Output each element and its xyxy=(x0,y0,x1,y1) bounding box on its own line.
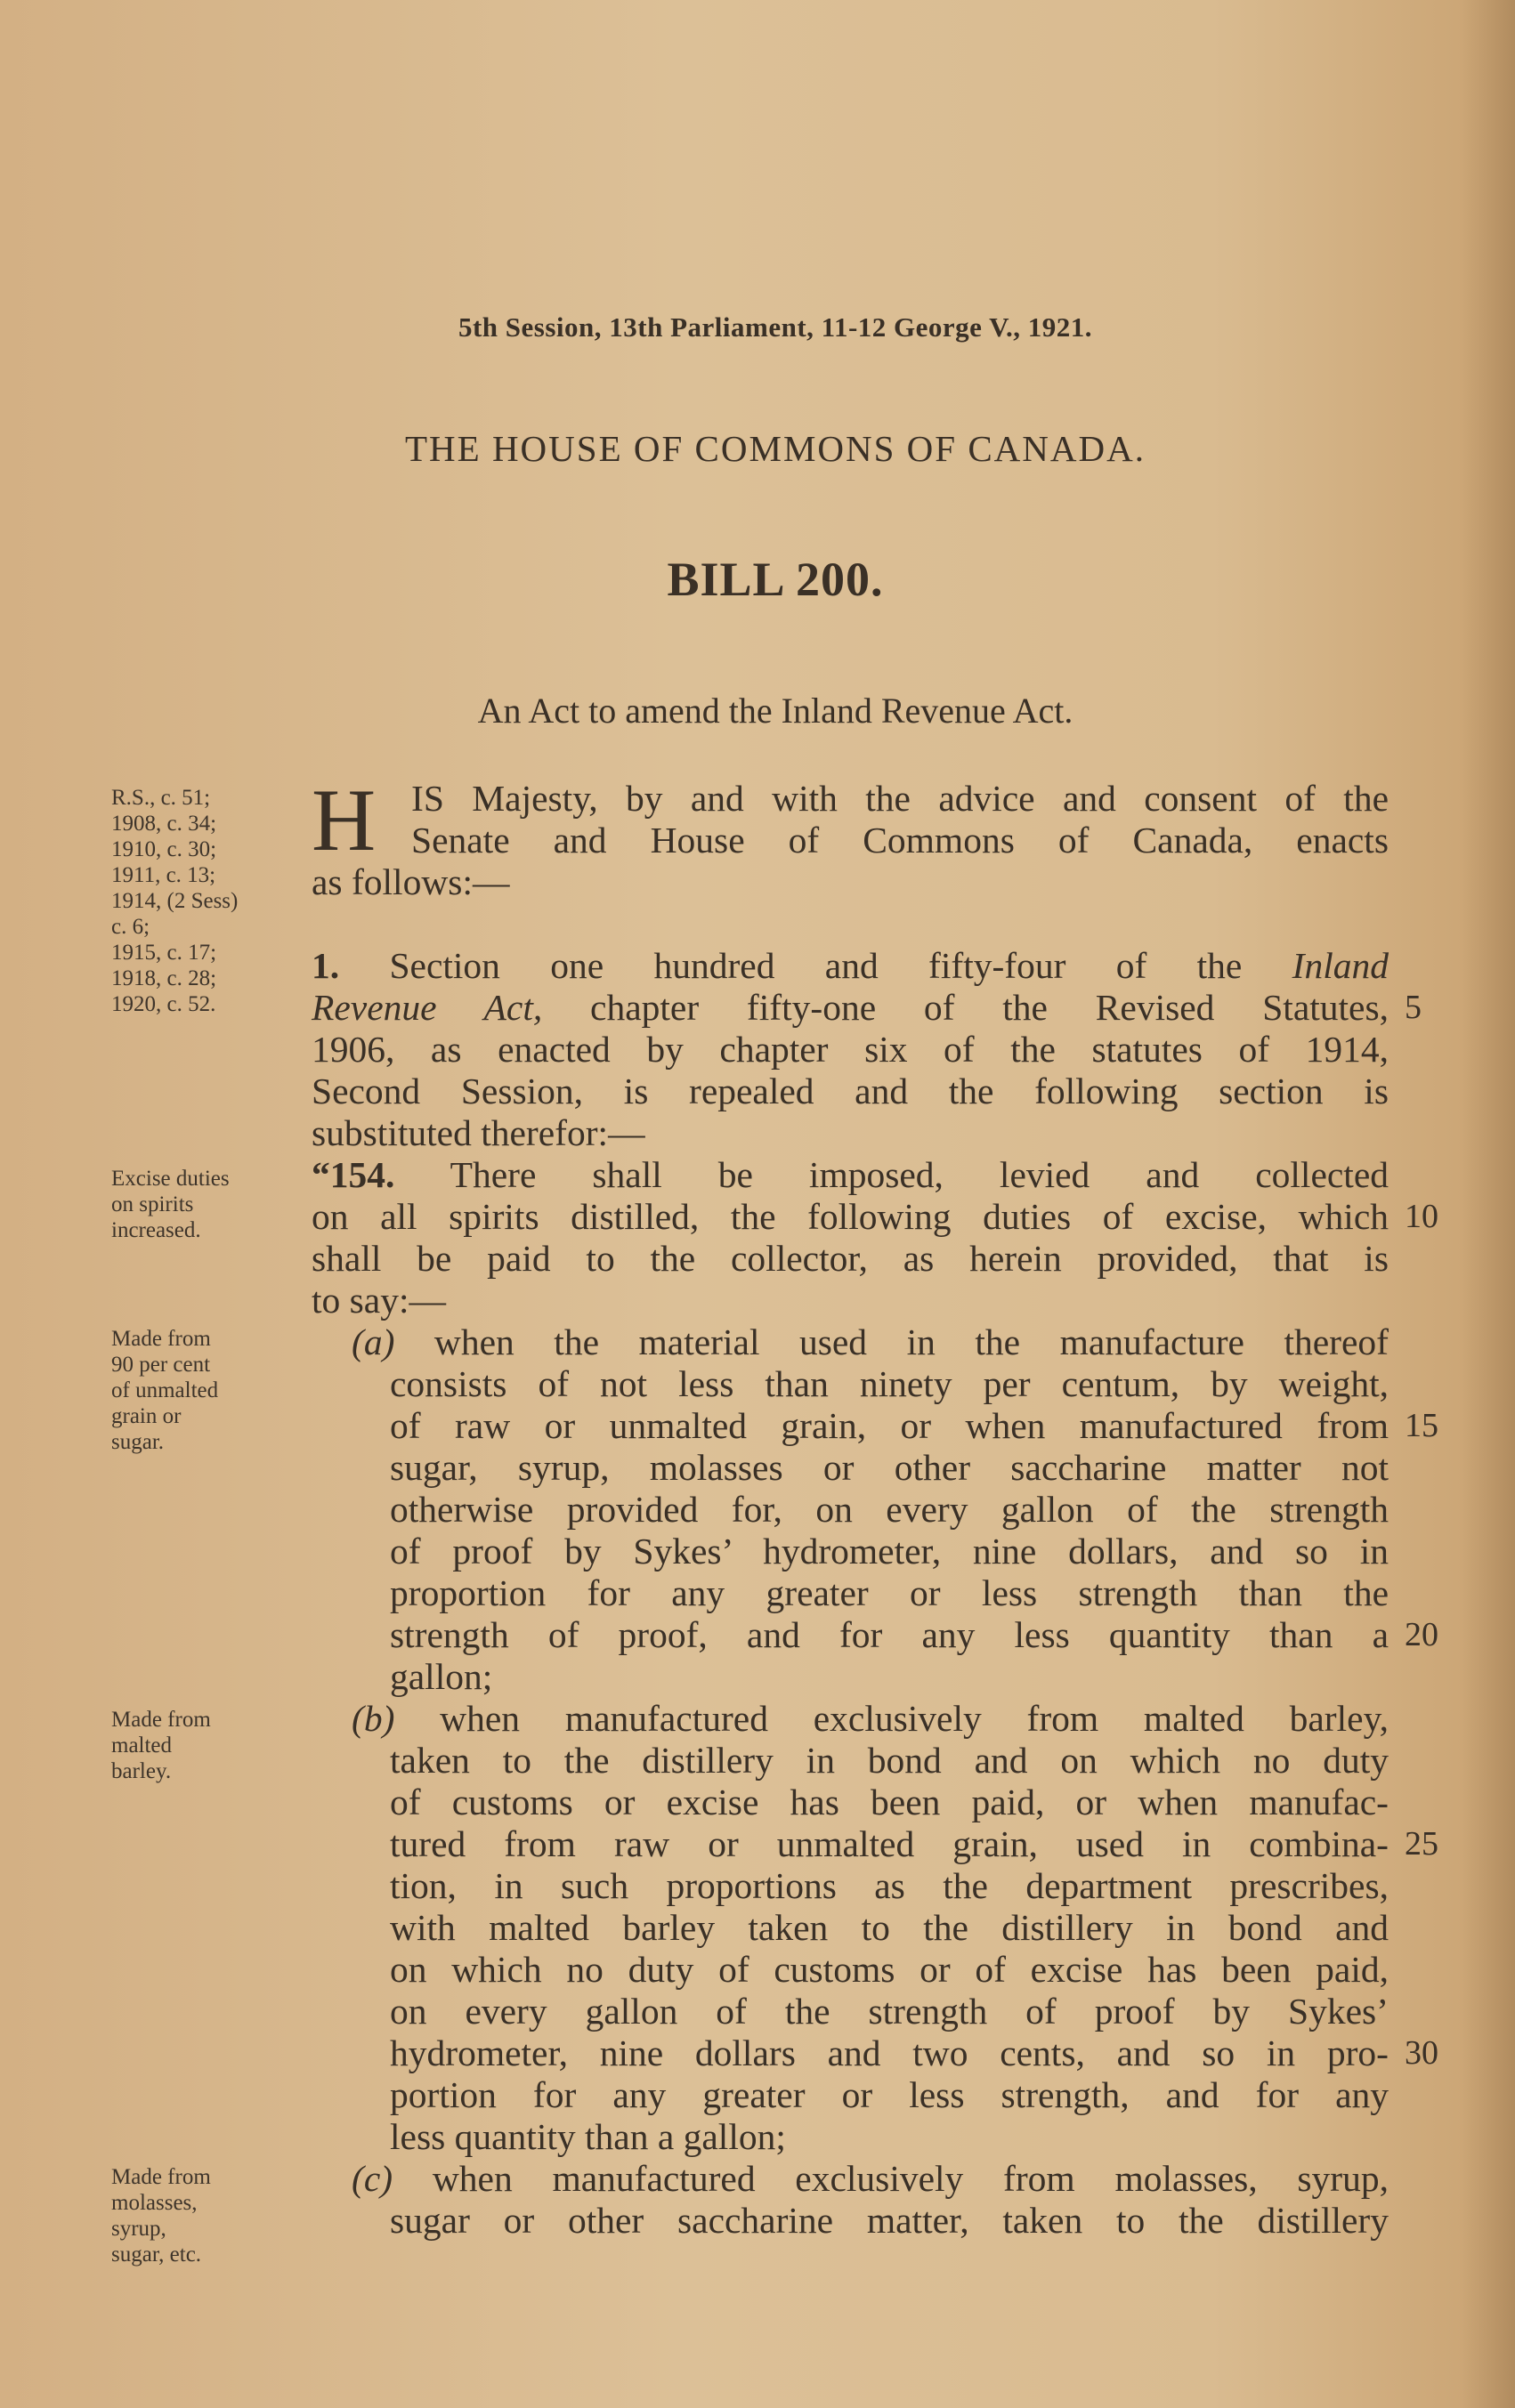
margin-note-line: Excise duties xyxy=(111,1167,230,1191)
paragraph-b-line: less quantity than a gallon; xyxy=(390,2116,786,2157)
section-154-line xyxy=(312,1154,1389,1196)
paragraph-a-line: otherwise provided for, on every gallon of the strength xyxy=(390,1489,1389,1530)
margin-note-line: Made from xyxy=(111,1708,211,1732)
margin-note-line: c. 6; xyxy=(111,915,150,939)
margin-note-line: barley. xyxy=(111,1759,172,1783)
section-154-line: shall be paid to the collector, as herein provided, that is xyxy=(312,1238,1389,1279)
section-1-line: Second Session, is repealed and the following section is xyxy=(312,1071,1389,1111)
drop-cap: H xyxy=(312,771,377,869)
margin-note-line: on spirits xyxy=(111,1192,194,1216)
margin-note-line: 1911, c. 13; xyxy=(111,863,216,887)
paragraph-b-line: taken to the distillery in bond and on which no duty xyxy=(390,1740,1389,1781)
section-1-line xyxy=(312,987,1389,1029)
margin-note-statutes xyxy=(111,785,298,1017)
act-name: Revenue Act, xyxy=(312,987,543,1028)
margin-note-unmalted-grain xyxy=(111,1326,298,1455)
paragraph-a-line xyxy=(352,1321,1389,1363)
paragraph-a-line: gallon; xyxy=(390,1656,493,1697)
paragraph-b-line: portion for any greater or less strength, and for any xyxy=(390,2074,1389,2115)
text-span: Section one hundred and fifty-four of the xyxy=(389,945,1243,986)
margin-note-line: syrup, xyxy=(111,2217,166,2241)
paragraph-b-line: hydrometer, nine dollars and two cents, and so in pro- xyxy=(390,2032,1389,2073)
bill-title: BILL 200. xyxy=(667,553,884,606)
paragraph-c-line: sugar or other saccharine matter, taken to the distillery xyxy=(390,2200,1389,2241)
text-span: chapter fifty-one of the Revised Statutes, xyxy=(590,987,1389,1028)
margin-note-excise-duties xyxy=(111,1166,298,1243)
session-header: 5th Session, 13th Parliament, 11-12 George V., 1921. xyxy=(458,311,1092,343)
margin-note-line: molasses, xyxy=(111,2191,198,2215)
paragraph-a-line: proportion for any greater or less strength than the xyxy=(390,1572,1389,1613)
paragraph-b-line: on which no duty of customs or of excise has been paid, xyxy=(390,1949,1389,1990)
paragraph-b-line: of customs or excise has been paid, or when manufac- xyxy=(390,1782,1389,1822)
paragraph-a-line: consists of not less than ninety per centum, by weight, xyxy=(390,1363,1389,1404)
section-154-line: on all spirits distilled, the following duties of excise, which xyxy=(312,1196,1389,1237)
text-span: when the material used in the manufacture thereof xyxy=(433,1321,1389,1362)
paragraph-c-line xyxy=(352,2158,1389,2200)
line-number: 20 xyxy=(1405,1616,1438,1653)
margin-note-line: Made from xyxy=(111,1327,211,1351)
line-number: 25 xyxy=(1405,1825,1438,1863)
margin-note-line: grain or xyxy=(111,1404,182,1428)
margin-note-line: malted xyxy=(111,1733,173,1758)
margin-note-line: 1914, (2 Sess) xyxy=(111,889,239,913)
act-name: Inland xyxy=(1292,945,1389,986)
section-154-line: to say:— xyxy=(312,1280,447,1321)
margin-note-line: R.S., c. 51; xyxy=(111,786,211,810)
margin-note-malted-barley xyxy=(111,1707,298,1784)
margin-note-line: 1908, c. 34; xyxy=(111,812,217,836)
act-title: An Act to amend the Inland Revenue Act. xyxy=(477,691,1073,731)
margin-note-line: 90 per cent xyxy=(111,1353,211,1377)
section-1-line: substituted therefor:— xyxy=(312,1112,645,1153)
margin-note-molasses xyxy=(111,2164,298,2267)
text-span: when manufactured exclusively from malted barley, xyxy=(440,1698,1389,1739)
section-number: “154. xyxy=(312,1154,395,1195)
section-number: 1. xyxy=(312,945,340,986)
margin-note-line: 1910, c. 30; xyxy=(111,837,217,861)
paragraph-b-line: tion, in such proportions as the department prescribes, xyxy=(390,1865,1389,1906)
line-number: 10 xyxy=(1405,1198,1438,1235)
paragraph-a-line: strength of proof, and for any less quantity than a xyxy=(390,1614,1389,1655)
section-1-line: 1906, as enacted by chapter six of the statutes of 1914, xyxy=(312,1029,1389,1070)
margin-note-line: sugar. xyxy=(111,1430,165,1454)
text-span: when manufactured exclusively from molasses, syrup, xyxy=(432,2158,1389,2199)
margin-note-line: 1915, c. 17; xyxy=(111,941,217,965)
margin-note-line: Made from xyxy=(111,2165,211,2189)
paragraph-label: (a) xyxy=(352,1321,395,1362)
line-number: 5 xyxy=(1405,989,1422,1026)
enacting-line: as follows:— xyxy=(312,861,510,902)
line-number: 30 xyxy=(1405,2034,1438,2072)
house-heading: THE HOUSE OF COMMONS OF CANADA. xyxy=(405,428,1146,469)
line-number: 15 xyxy=(1405,1407,1438,1444)
margin-note-line: 1918, c. 28; xyxy=(111,966,217,990)
margin-note-line: 1920, c. 52. xyxy=(111,992,216,1016)
enacting-line: Senate and House of Commons of Canada, enacts xyxy=(411,820,1389,861)
page-edge-shadow xyxy=(1462,0,1515,2408)
margin-note-line: of unmalted xyxy=(111,1378,219,1402)
margin-note-line: sugar, etc. xyxy=(111,2242,202,2267)
paragraph-b-line xyxy=(352,1698,1389,1740)
text-span: There shall be imposed, levied and collected xyxy=(450,1154,1389,1195)
paragraph-b-line: with malted barley taken to the distillery in bond and xyxy=(390,1907,1389,1948)
paragraph-a-line: sugar, syrup, molasses or other saccharine matter not xyxy=(390,1447,1389,1488)
paragraph-label: (b) xyxy=(352,1698,395,1739)
paragraph-label: (c) xyxy=(352,2158,393,2199)
section-1-line xyxy=(312,945,1389,987)
enacting-line: IS Majesty, by and with the advice and consent of the xyxy=(411,778,1389,819)
paragraph-a-line: of raw or unmalted grain, or when manufactured from xyxy=(390,1405,1389,1446)
paragraph-a-line: of proof by Sykes’ hydrometer, nine dollars, and so in xyxy=(390,1531,1389,1572)
margin-note-line: increased. xyxy=(111,1218,201,1242)
paragraph-b-line: tured from raw or unmalted grain, used in combina- xyxy=(390,1823,1389,1864)
paragraph-b-line: on every gallon of the strength of proof by Sykes’ xyxy=(390,1991,1389,2032)
